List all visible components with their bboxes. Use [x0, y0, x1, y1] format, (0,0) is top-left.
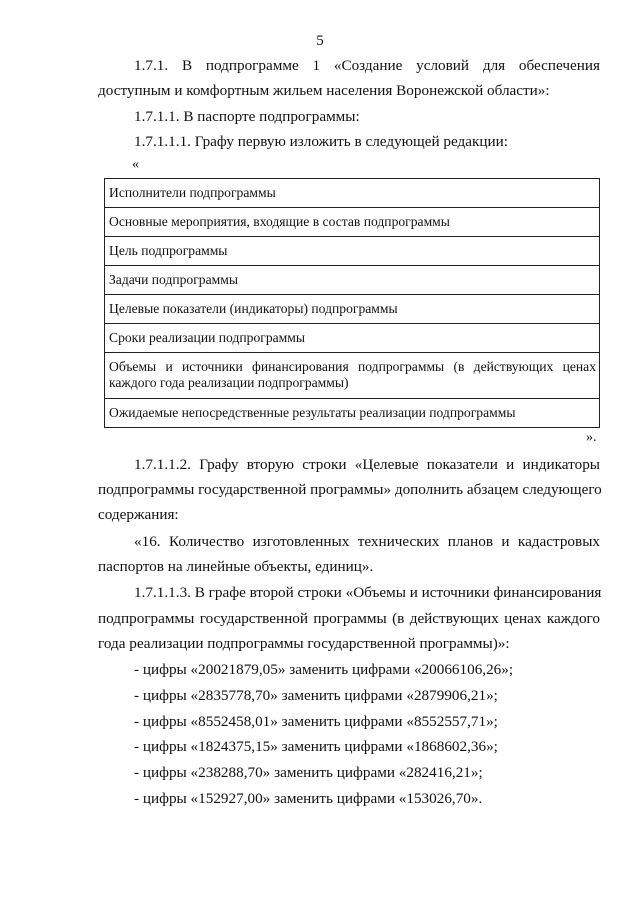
table-cell: Целевые показатели (индикаторы) подпрограммы	[105, 295, 600, 324]
replacement-item: - цифры «152927,00» заменить цифрами «153026,70».	[134, 790, 483, 807]
page-number: 5	[316, 33, 324, 49]
table-row	[105, 295, 600, 324]
paragraph-4-line-1: 1.7.1.1.2. Графу вторую строки «Целевые показатели и индикаторы	[134, 456, 600, 473]
table-row	[105, 266, 600, 295]
table-cell: Ожидаемые непосредственные результаты реализации подпрограммы	[105, 399, 600, 428]
table-cell: Задачи подпрограммы	[105, 266, 600, 295]
paragraph-2: 1.7.1.1. В паспорте подпрограммы:	[134, 108, 360, 125]
table-row	[105, 353, 600, 399]
table-cell: Основные мероприятия, входящие в состав подпрограммы	[105, 208, 600, 237]
quote-open: «	[132, 157, 139, 172]
table-row	[105, 399, 600, 428]
paragraph-5-line-2: паспортов на линейные объекты, единиц».	[98, 558, 374, 575]
table-cell: Сроки реализации подпрограммы	[105, 324, 600, 353]
paragraph-4-line-3: содержания:	[98, 506, 179, 523]
table-row	[105, 179, 600, 208]
quote-close: ».	[586, 430, 597, 445]
table-row	[105, 237, 600, 266]
paragraph-6-line-3: года реализации подпрограммы государственной программы)»:	[98, 635, 510, 652]
replacement-item: - цифры «20021879,05» заменить цифрами «20066106,26»;	[134, 661, 514, 678]
table-cell: Объемы и источники финансирования подпрограммы (в действующих ценах каждого года реализации подпрограммы)	[105, 353, 600, 399]
replacement-item: - цифры «238288,70» заменить цифрами «282416,21»;	[134, 764, 483, 781]
table-cell: Исполнители подпрограммы	[105, 179, 600, 208]
paragraph-1-line-1: 1.7.1. В подпрограмме 1 «Создание условий для обеспечения	[134, 57, 600, 74]
paragraph-4-line-2: подпрограммы государственной программы» дополнить абзацем следующего	[98, 481, 602, 498]
paragraph-1-line-2: доступным и комфортным жильем населения Воронежской области»:	[98, 82, 550, 99]
paragraph-5-line-1: «16. Количество изготовленных технических планов и кадастровых	[134, 533, 600, 550]
replacement-item: - цифры «2835778,70» заменить цифрами «2879906,21»;	[134, 687, 498, 704]
subprogram-passport-table	[104, 178, 600, 428]
paragraph-6-line-1: 1.7.1.1.3. В графе второй строки «Объемы и источники финансирования	[134, 584, 602, 601]
table-row	[105, 208, 600, 237]
table-cell: Цель подпрограммы	[105, 237, 600, 266]
replacement-item: - цифры «1824375,15» заменить цифрами «1868602,36»;	[134, 738, 498, 755]
replacement-item: - цифры «8552458,01» заменить цифрами «8552557,71»;	[134, 713, 498, 730]
paragraph-3: 1.7.1.1.1. Графу первую изложить в следующей редакции:	[134, 133, 508, 150]
table-row	[105, 324, 600, 353]
paragraph-6-line-2: подпрограммы государственной программы (в действующих ценах каждого	[98, 610, 600, 627]
